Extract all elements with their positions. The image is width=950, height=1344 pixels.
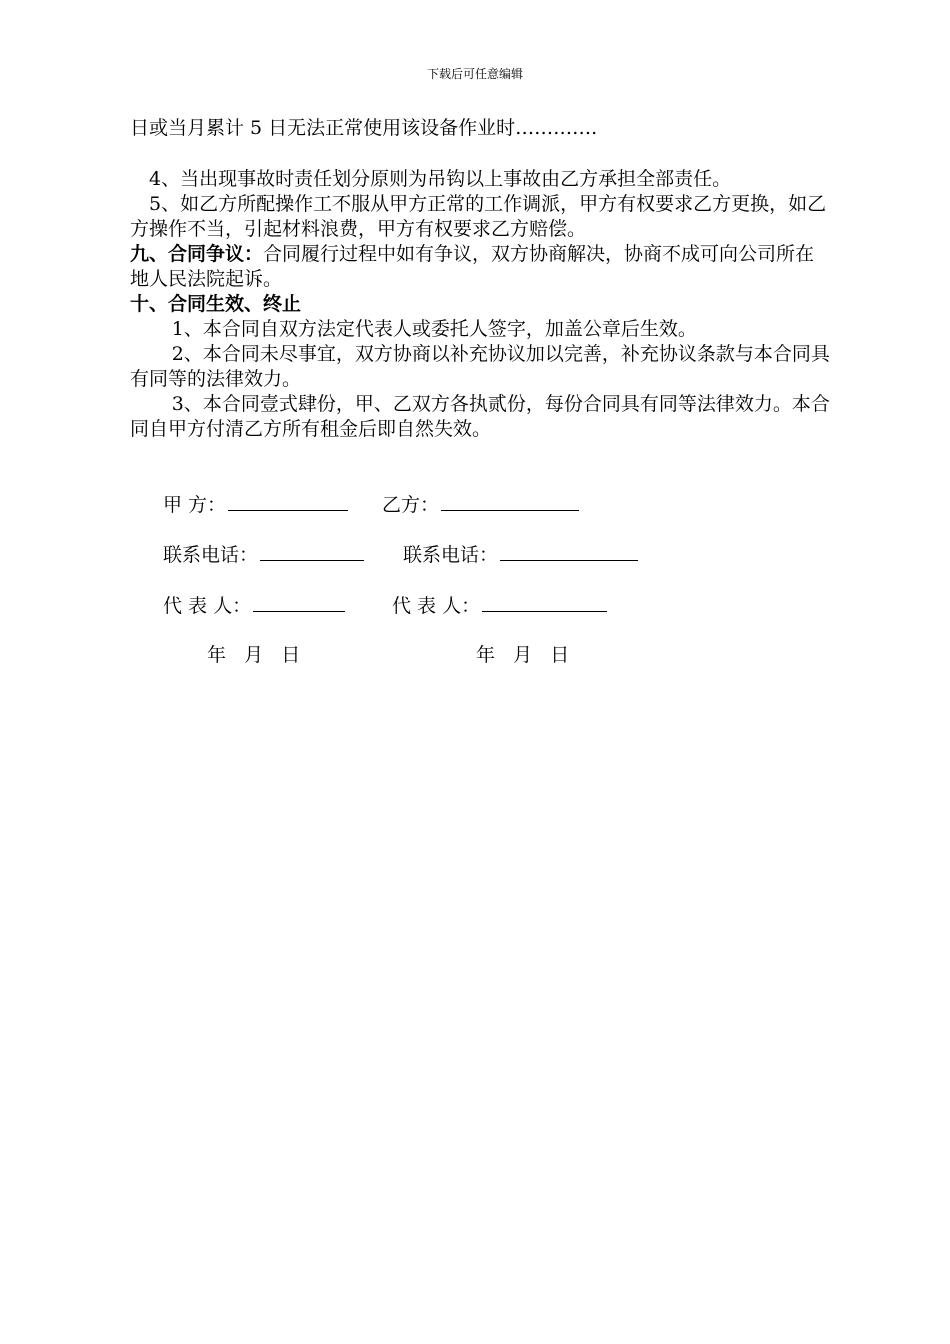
continued-line-text: 日或当月累计 5 日无法正常使用该设备作业时………… [130,117,592,139]
party-a-field [163,490,348,517]
date-b: 年 月 日 [476,644,570,666]
clause-4: 4、当出现事故时责任划分原则为吊钩以上事故由乙方承担全部责任。 [149,168,732,190]
section-9-title: 九、合同争议： [130,243,264,265]
clause-5: 5、如乙方所配操作工不服从甲方正常的工作调派，甲方有权要求乙方更换，如乙方操作不当，引起材料浪费，甲方有权要求乙方赔偿。 [130,193,827,240]
rep-b-blank[interactable] [482,610,607,612]
section-10-clause-1: 1、本合同自双方法定代表人或委托人签字，加盖公章后生效。 [171,318,697,340]
phone-b-field [403,540,638,567]
party-a-blank[interactable] [228,509,348,511]
party-b-blank[interactable] [441,509,579,511]
section-10-clause-2: 2、本合同未尽事宜，双方协商以补充协议加以完善，补充协议条款与本合同具有同等的法律效力。 [130,343,830,390]
signature-row-date [0,640,950,670]
party-b-field [382,490,579,517]
phone-a-field [163,540,364,567]
phone-a-blank[interactable] [260,559,364,561]
section-9 [130,242,832,292]
rep-b-label: 代 表 人： [392,595,481,617]
phone-a-label: 联系电话： [163,544,259,566]
section-10-title: 十、合同生效、终止 [130,293,302,315]
page-header: 下载后可任意编辑 [426,67,523,81]
rep-a-field [163,591,345,618]
signature-row-phone [0,540,950,570]
signature-row-representative [0,591,950,621]
party-a-label: 甲 方： [163,494,227,516]
rep-a-label: 代 表 人： [163,595,252,617]
rep-a-blank[interactable] [253,610,345,612]
section-10-clause-3: 3、本合同壹式肆份，甲、乙双方各执贰份，每份合同具有同等法律效力。本合同自甲方付清乙方所有租金后即自然失效。 [130,393,830,440]
signature-row-party [0,490,950,520]
party-b-label: 乙方： [382,494,440,516]
rep-b-field [392,591,607,618]
date-a: 年 月 日 [207,644,301,666]
phone-b-label: 联系电话： [403,544,499,566]
section-9-text: 合同履行过程中如有争议，双方协商解决，协商不成可向公司所在地人民法院起诉。 [130,243,815,290]
phone-b-blank[interactable] [500,559,638,561]
contract-body [130,116,832,442]
continued-line: 日或当月累计 5 日无法正常使用该设备作业时…………. [130,117,598,139]
